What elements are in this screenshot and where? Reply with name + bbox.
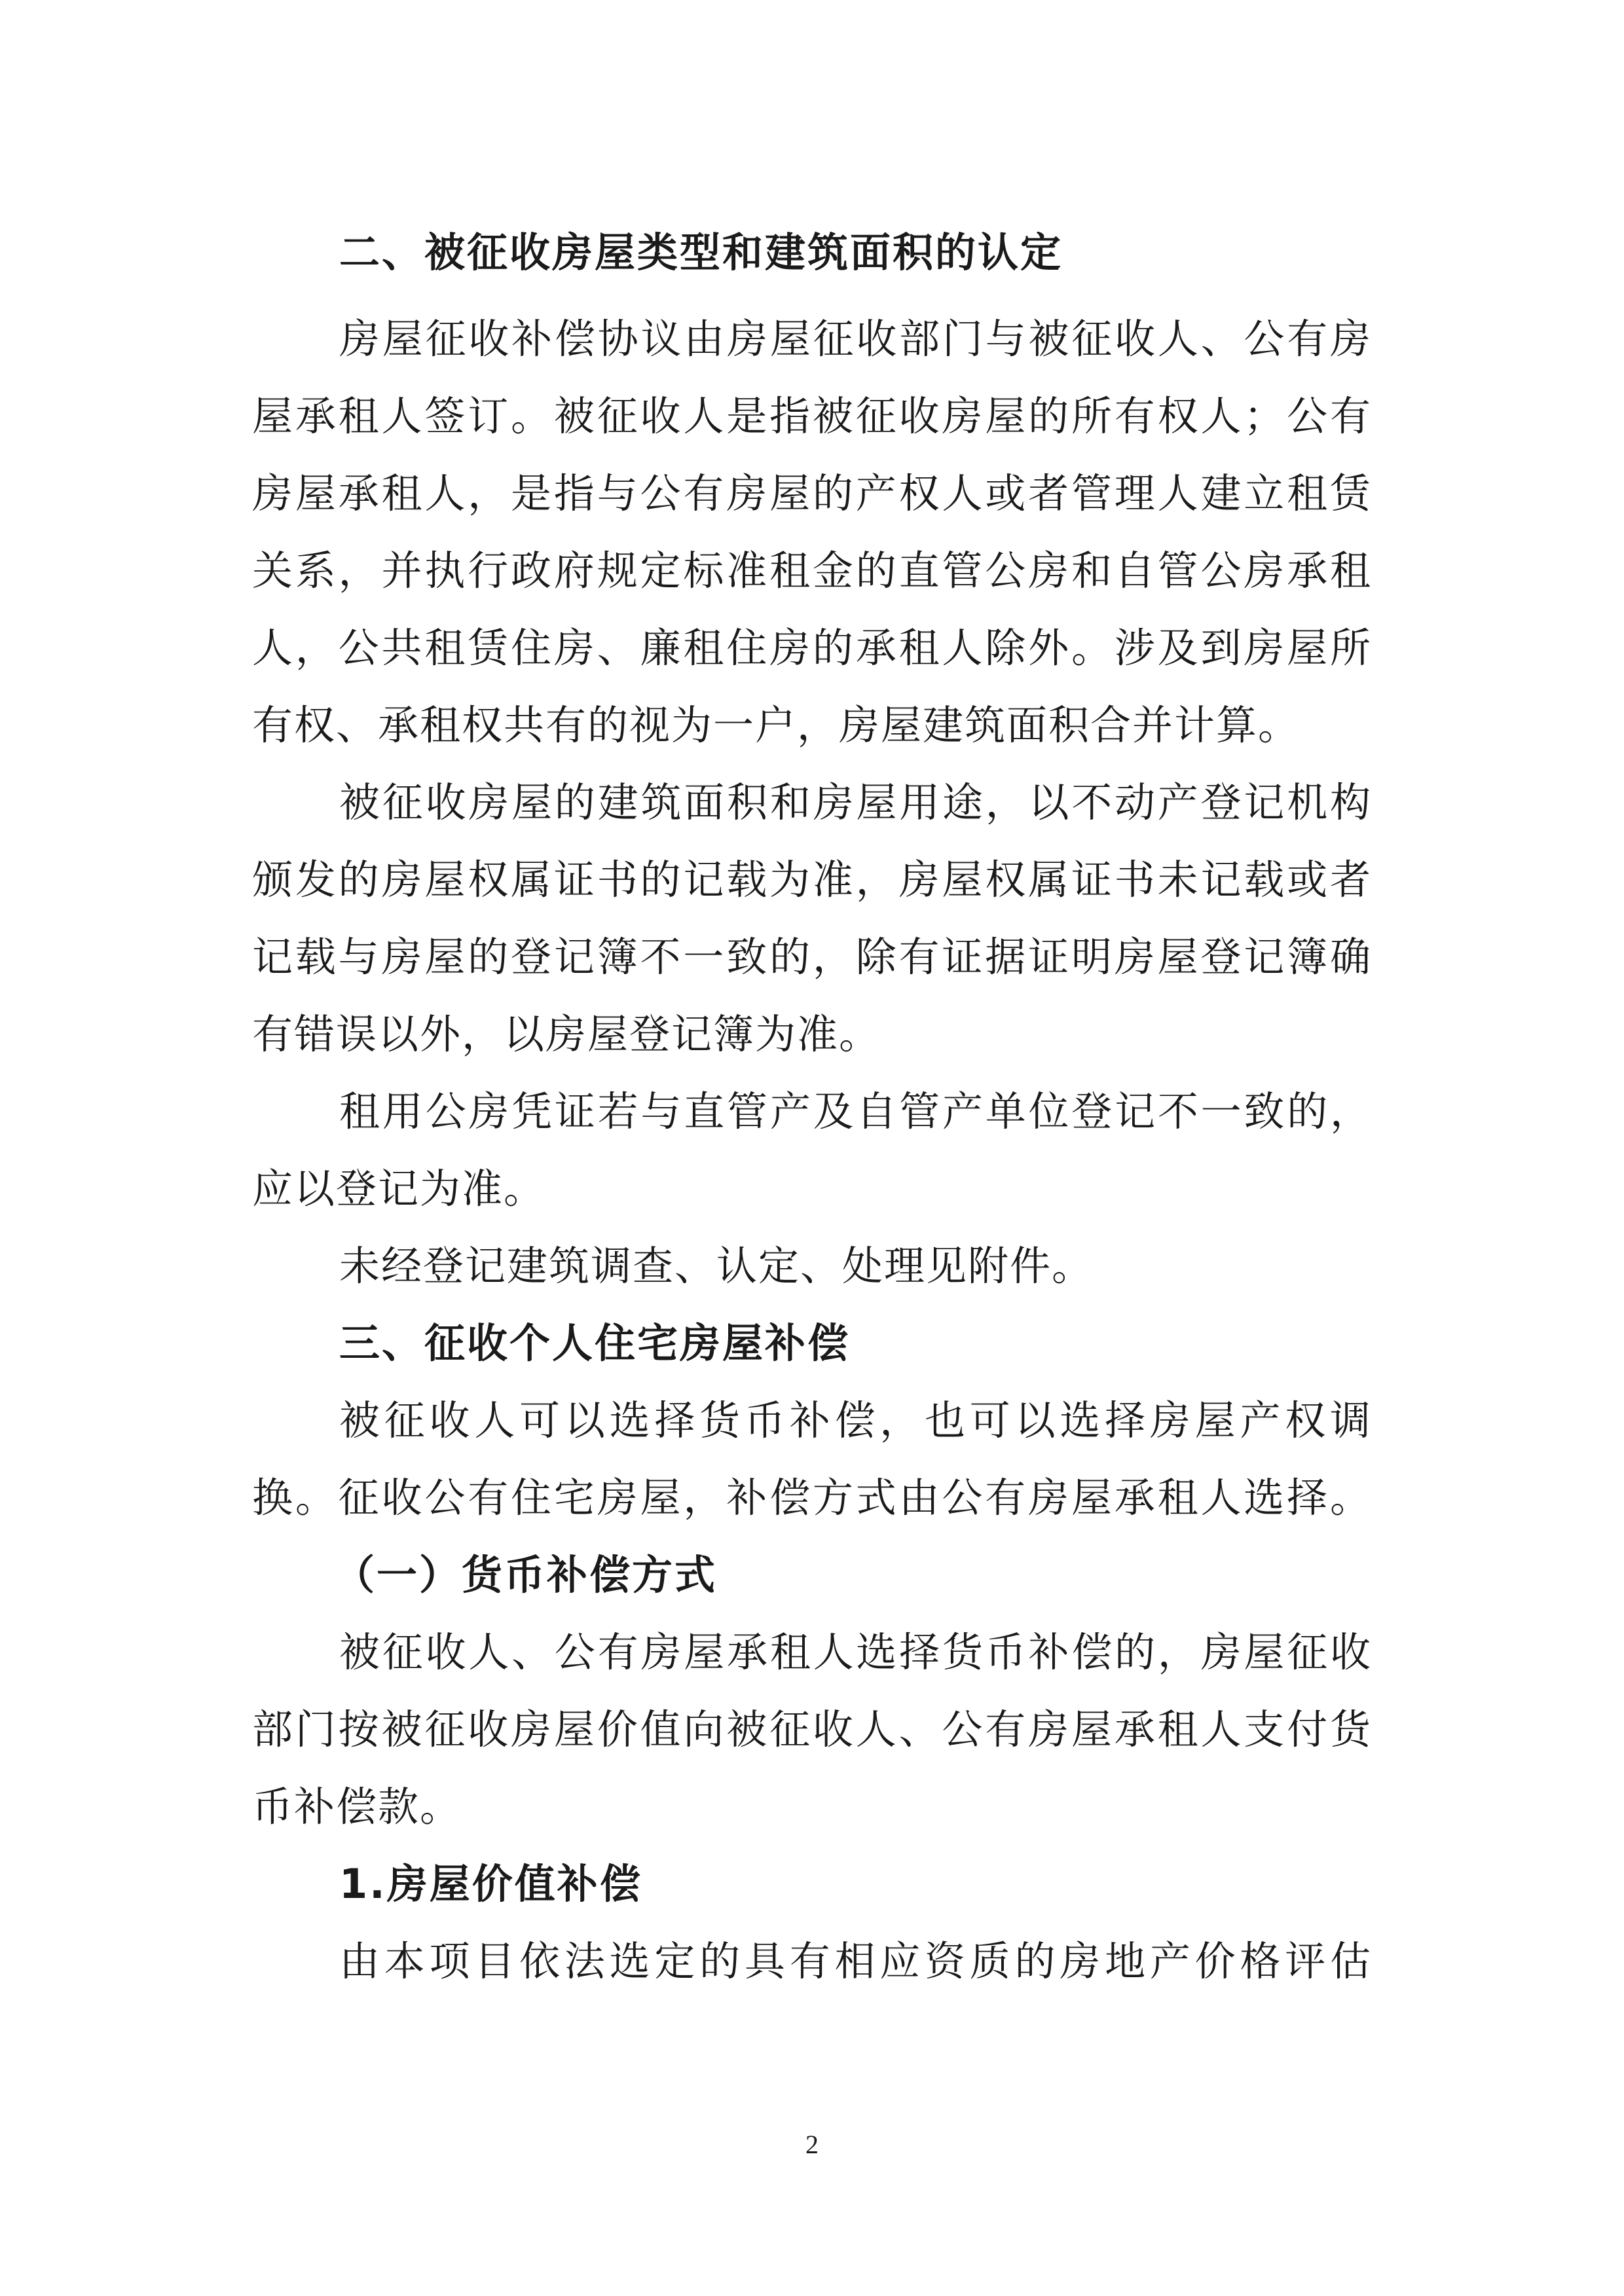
paragraph-line: 有权、承租权共有的视为一户，房屋建筑面积合并计算。: [252, 701, 1301, 749]
section-heading-2: 二、被征收房屋类型和建筑面积的认定: [339, 228, 1063, 276]
paragraph-line: 被征收房屋的建筑面积和房屋用途，以不动产登记机构: [339, 778, 1372, 826]
page-number: 2: [805, 2130, 819, 2159]
paragraph-line: 币补偿款。: [252, 1783, 462, 1831]
paragraph-line: 人，公共租赁住房、廉租住房的承租人除外。涉及到房屋所: [252, 624, 1372, 672]
paragraph-line: 房屋承租人，是指与公有房屋的产权人或者管理人建立租赁: [252, 469, 1372, 517]
paragraph-line: 房屋征收补偿协议由房屋征收部门与被征收人、公有房: [339, 315, 1372, 363]
paragraph-line: 关系，并执行政府规定标准租金的直管公房和自管公房承租: [252, 547, 1372, 594]
paragraph-line: 换。征收公有住宅房屋，补偿方式由公有房屋承租人选择。: [252, 1474, 1372, 1522]
paragraph-line: 屋承租人签订。被征收人是指被征收房屋的所有权人；公有: [252, 392, 1372, 440]
subsection-heading: （一）货币补偿方式: [334, 1551, 718, 1599]
paragraph-line: 被征收人可以选择货币补偿，也可以选择房屋产权调: [339, 1396, 1372, 1444]
paragraph-line: 未经登记建筑调查、认定、处理见附件。: [339, 1242, 1094, 1290]
paragraph-line: 应以登记为准。: [252, 1165, 546, 1212]
paragraph-line: 被征收人、公有房屋承租人选择货币补偿的，房屋征收: [339, 1628, 1372, 1676]
paragraph-line: 颁发的房屋权属证书的记载为准，房屋权属证书未记载或者: [252, 856, 1372, 903]
paragraph-line: 有错误以外，以房屋登记簿为准。: [252, 1010, 881, 1058]
paragraph-line: 部门按被征收房屋价值向被征收人、公有房屋承租人支付货: [252, 1705, 1372, 1753]
paragraph-line: 租用公房凭证若与直管产及自管产单位登记不一致的，: [339, 1087, 1372, 1135]
item-heading: 1.房屋价值补偿: [339, 1860, 642, 1908]
section-heading-3: 三、征收个人住宅房屋补偿: [339, 1319, 851, 1367]
paragraph-line: 由本项目依法选定的具有相应资质的房地产价格评估: [339, 1937, 1372, 1985]
paragraph-line: 记载与房屋的登记簿不一致的，除有证据证明房屋登记簿确: [252, 933, 1372, 981]
